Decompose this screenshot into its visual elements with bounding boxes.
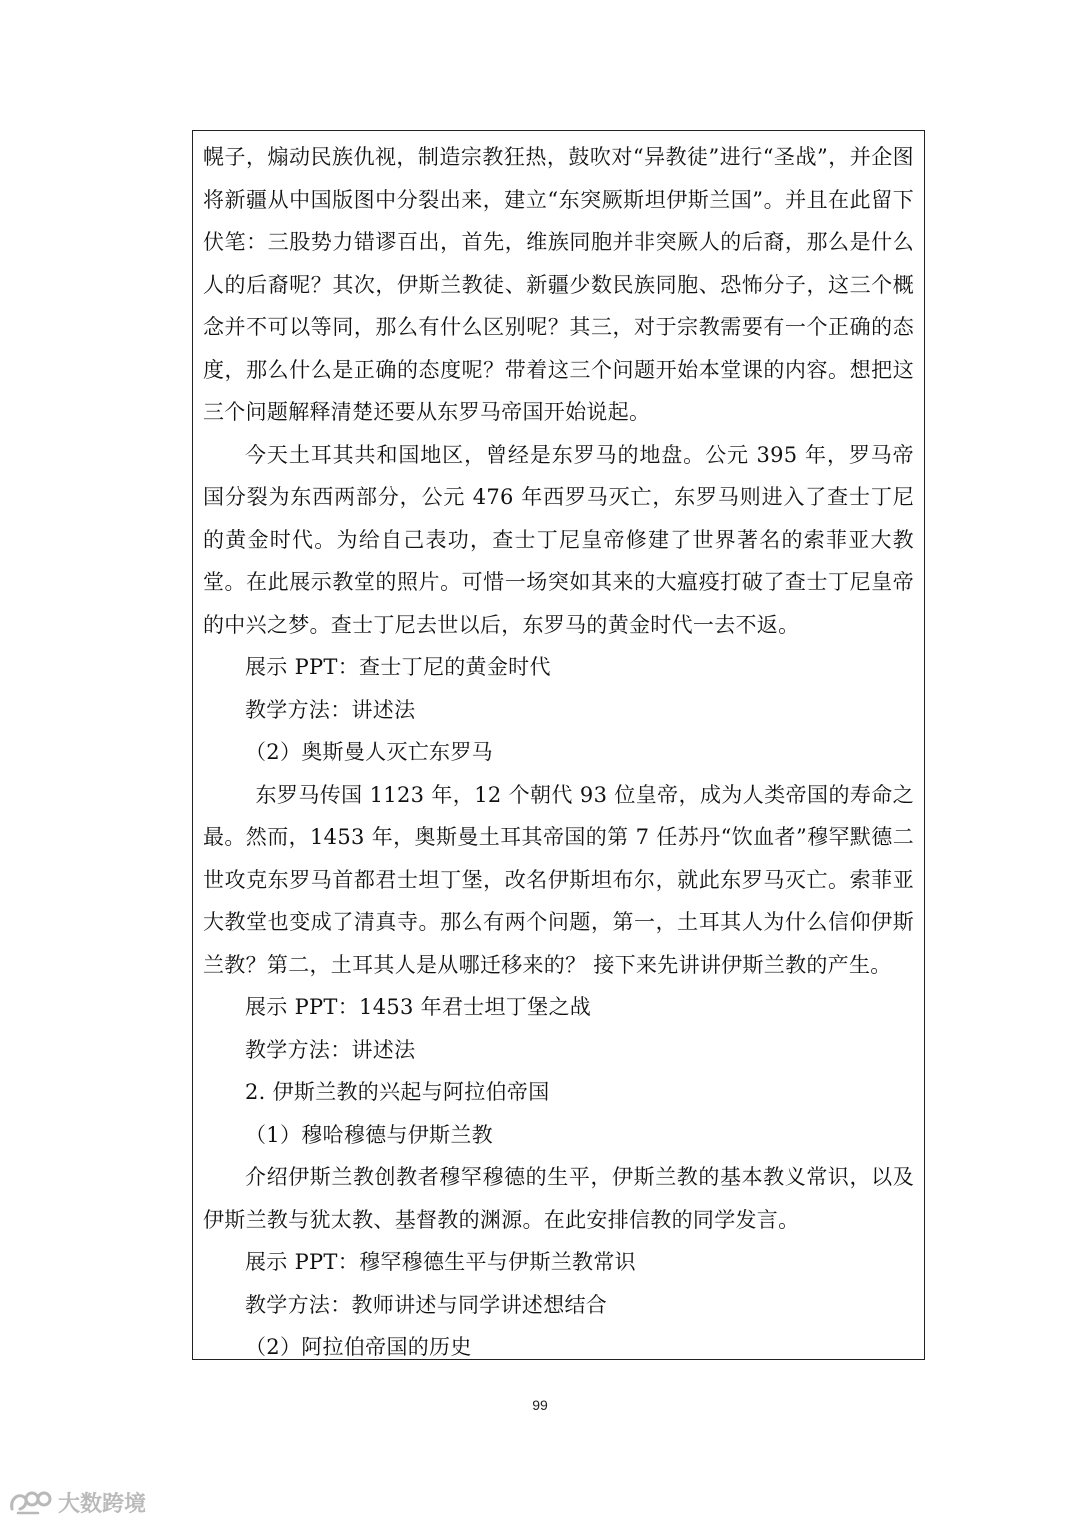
page-number: 99 [532,1397,548,1413]
ppt-note-constantinople: 展示 PPT：1453 年君士坦丁堡之战 [245,995,592,1019]
subheading-muhammad: （1）穆哈穆德与伊斯兰教 [245,1122,493,1147]
paragraph-muhammad: 介绍伊斯兰教创教者穆罕穆德的生平，伊斯兰教的基本教义常识，以及伊斯兰教与犹太教、基督教的渊源。在此安排信教的同学发言。 [203,1165,914,1232]
method-note-1: 教学方法：讲述法 [245,697,416,722]
watermark-text: 大数跨境 [58,1492,147,1517]
heading-islam-rise: 2. 伊斯兰教的兴起与阿拉伯帝国 [245,1080,550,1104]
ppt-note-muhammad: 展示 PPT：穆罕穆德生平与伊斯兰教常识 [245,1250,636,1274]
ppt-note-justinian: 展示 PPT：查士丁尼的黄金时代 [245,655,551,679]
content-table-cell [192,130,925,1360]
method-note-2: 教学方法：讲述法 [245,1037,416,1062]
paragraph-east-rome: 今天土耳其共和国地区，曾经是东罗马的地盘。公元 395 年，罗马帝国分裂为东西两部分，公元 476 年西罗马灭亡，东罗马则进入了查士丁尼的黄金时代。为给自己表功，查士丁尼皇帝修建了世界著名的索菲亚大教堂。在此展示教堂的照片。可惜一场突如其来的大瘟疫打破了查士丁尼皇帝的中兴之梦。查士丁尼去世以后，东罗马的黄金时代一去不返。 [203,442,914,637]
subheading-arab-empire: （2）阿拉伯帝国的历史 [245,1335,472,1359]
method-note-3: 教学方法：教师讲述与同学讲述想结合 [245,1292,608,1317]
subheading-ottoman: （2）奥斯曼人灭亡东罗马 [245,740,493,764]
paragraph-ottoman: 东罗马传国 1123 年，12 个朝代 93 位皇帝，成为人类帝国的寿命之最。然而，1453 年，奥斯曼土耳其帝国的第 7 任苏丹“饮血者”穆罕默德二世攻克东罗马首都君士坦丁堡，改名伊斯坦布尔，就此东罗马灭亡。索菲亚大教堂也变成了清真寺。那么有两个问题，第一，土耳其人为什么信仰伊斯兰教？第二，土耳其人是从哪迁移来的？ 接下来先讲讲伊斯兰教的产生。 [203,782,914,977]
logo-mark-icon [8,1489,52,1517]
paragraph-intro-continued: 幌子，煽动民族仇视，制造宗教狂热，鼓吹对“异教徒”进行“圣战”，并企图将新疆从中国版图中分裂出来，建立“东突厥斯坦伊斯兰国”。并且在此留下伏笔：三股势力错谬百出，首先，维族同胞并非突厥人的后裔，那么是什么人的后裔呢？其次，伊斯兰教徒、新疆少数民族同胞、恐怖分子，这三个概念并不可以等同，那么有什么区别呢？其三，对于宗教需要有一个正确的态度，那么什么是正确的态度呢？带着这三个问题开始本堂课的内容。想把这三个问题解释清楚还要从东罗马帝国开始说起。 [203,145,914,424]
watermark [8,1487,146,1518]
